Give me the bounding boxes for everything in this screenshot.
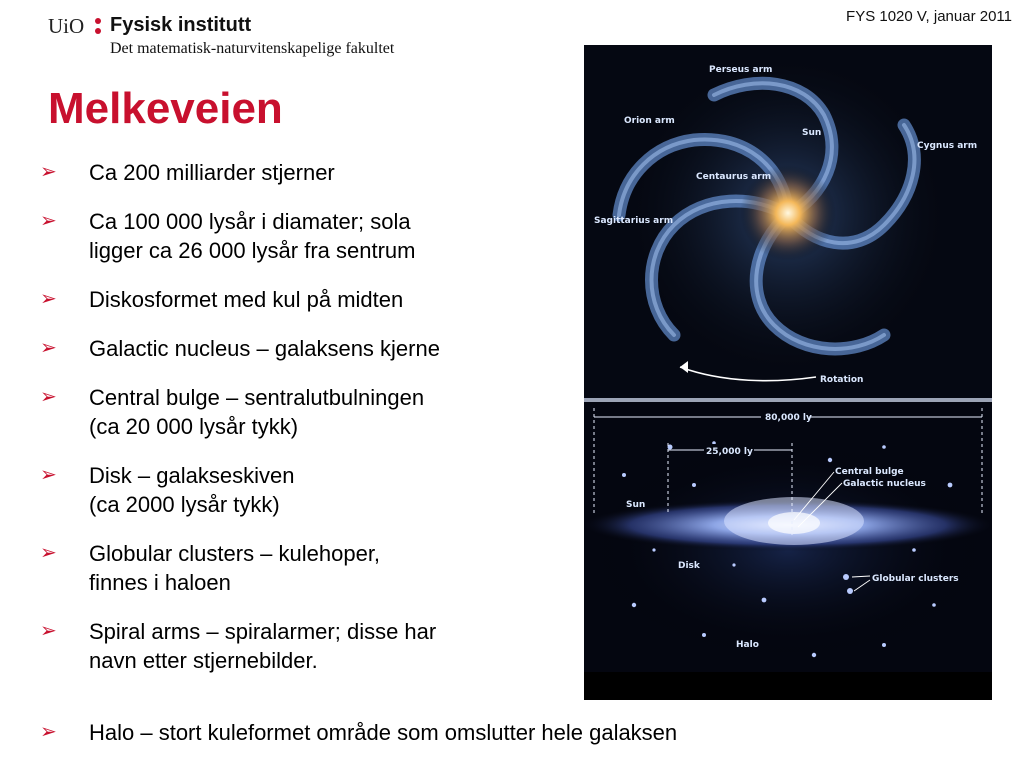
disk-label: Disk	[678, 561, 700, 571]
central-bulge-label: Central bulge	[835, 467, 904, 477]
sun-distance-label: 25,000 ly	[706, 447, 753, 457]
bullet-item-halo: ➢ Halo – stort kuleformet område som omslutter hele galaksen	[40, 720, 678, 745]
rotation-label: Rotation	[820, 375, 864, 385]
bullet-item: ➢ Galactic nucleus – galaksens kjerne	[40, 336, 440, 361]
galactic-nucleus-label: Galactic nucleus	[843, 479, 926, 489]
uio-logo-colon-icon	[94, 16, 102, 36]
orion-arm-label: Orion arm	[624, 116, 675, 126]
bullet-item: ➢ Globular clusters – kulehoper, finnes i haloen	[40, 541, 381, 595]
course-label: FYS 1020 V, januar 2011	[846, 8, 1012, 25]
sun-side-label: Sun	[626, 500, 646, 510]
arrow-bullet-icon: ➢	[40, 161, 57, 183]
bullet-item: ➢ Disk – galakseskiven (ca 2000 lysår tykk)	[40, 463, 295, 517]
arrow-bullet-icon: ➢	[40, 464, 57, 486]
milky-way-diagram	[584, 45, 992, 700]
globular-clusters-label: Globular clusters	[872, 574, 959, 584]
uio-logo: UiO	[48, 14, 85, 38]
sagittarius-arm-label: Sagittarius arm	[594, 216, 674, 226]
arrow-bullet-icon: ➢	[40, 721, 57, 743]
perseus-arm-label: Perseus arm	[709, 65, 773, 75]
faculty-name: Det matematisk-naturvitenskapelige fakultet	[110, 40, 395, 57]
bullet-item: ➢ Diskosformet med kul på midten	[40, 287, 404, 312]
arrow-bullet-icon: ➢	[40, 386, 57, 408]
institute-name: Fysisk institutt	[110, 14, 252, 36]
bullet-item: ➢ Central bulge – sentralutbulningen (ca 20 000 lysår tykk)	[40, 385, 425, 439]
slide-title: Melkeveien	[48, 84, 283, 133]
bullet-item: ➢ Ca 200 milliarder stjerner	[40, 160, 335, 185]
bullet-item: ➢ Spiral arms – spiralarmer; disse har navn etter stjernebilder.	[40, 619, 437, 673]
institution-header	[48, 10, 548, 60]
arrow-bullet-icon: ➢	[40, 210, 57, 232]
arrow-bullet-icon: ➢	[40, 620, 57, 642]
arrow-bullet-icon: ➢	[40, 542, 57, 564]
sun-top-label: Sun	[802, 128, 822, 138]
milky-way-figure	[584, 45, 992, 700]
arrow-bullet-icon: ➢	[40, 288, 57, 310]
centaurus-arm-label: Centaurus arm	[696, 172, 772, 182]
diameter-label: 80,000 ly	[765, 413, 812, 423]
halo-label: Halo	[736, 640, 759, 650]
bullet-item: ➢ Ca 100 000 lysår i diamater; sola ligger ca 26 000 lysår fra sentrum	[40, 209, 416, 263]
cygnus-arm-label: Cygnus arm	[917, 141, 978, 151]
bullet-list	[40, 158, 570, 695]
arrow-bullet-icon: ➢	[40, 337, 57, 359]
